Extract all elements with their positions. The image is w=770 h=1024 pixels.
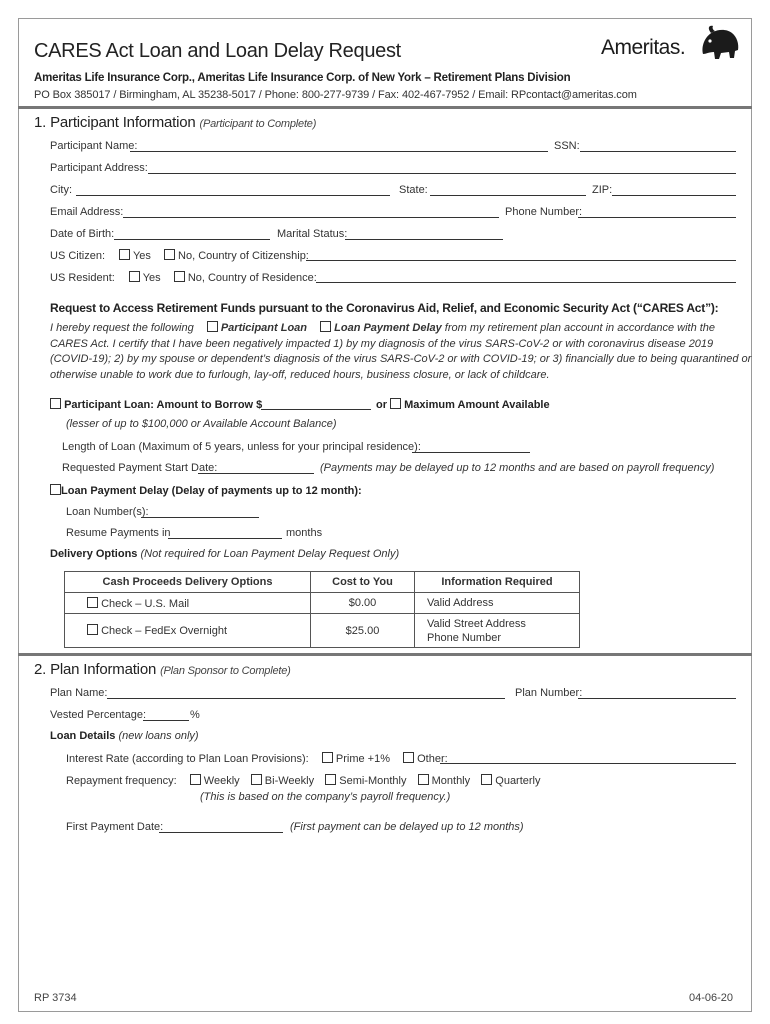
table-header-row (65, 572, 580, 593)
delivery-options-row: Delivery Options (Not required for Loan Payment Delay Request Only) (50, 548, 400, 560)
state-field[interactable] (430, 195, 586, 196)
other-rate-field[interactable] (440, 763, 736, 764)
loan-details-row: Loan Details (new loans only) (50, 730, 199, 742)
request-line-2: CARES Act. I certify that I have been negatively impacted 1) by my diagnosis of the virus SARS-CoV-2 or with coronavirus disease 2019 (50, 338, 714, 350)
plan-number-field[interactable] (578, 698, 736, 699)
loan-amount-row: Participant Loan: Amount to Borrow $ (50, 398, 262, 411)
other-rate-checkbox[interactable] (403, 752, 414, 763)
citizen-yes-checkbox[interactable] (119, 249, 130, 260)
form-title: CARES Act Loan and Loan Delay Request (34, 40, 401, 62)
resume-payments-label: Resume Payments in (66, 527, 171, 539)
section-divider (18, 653, 752, 656)
repayment-row: Repayment frequency: Weekly Bi-Weekly Semi-Monthly Monthly Quarterly (66, 775, 541, 787)
resident-no-checkbox[interactable] (174, 271, 185, 282)
ssn-label: SSN: (554, 140, 580, 152)
residence-country-field[interactable] (316, 282, 736, 283)
us-mail-checkbox[interactable] (87, 597, 98, 608)
logo-text: Ameritas. (601, 36, 686, 59)
percent-sign: % (190, 709, 200, 721)
loan-amount-note: (lesser of up to $100,000 or Available Account Balance) (66, 418, 337, 430)
loan-numbers-label: Loan Number(s): (66, 506, 149, 518)
plan-number-label: Plan Number: (515, 687, 583, 699)
dob-label: Date of Birth: (50, 228, 115, 240)
address-field[interactable] (148, 173, 736, 174)
section2-note: (Plan Sponsor to Complete) (160, 665, 291, 677)
request-line-3: (COVID-19); 2) by my spouse or dependent’s diagnosis of the virus SARS-CoV-2 or with COVID-19; or 3) financially due to being quarantined or (50, 353, 752, 365)
plan-name-label: Plan Name: (50, 687, 108, 699)
city-field[interactable] (76, 195, 390, 196)
vested-label: Vested Percentage: (50, 709, 147, 721)
plan-name-field[interactable] (107, 698, 505, 699)
resident-yes-checkbox[interactable] (129, 271, 140, 282)
ameritas-logo (601, 24, 741, 64)
loan-numbers-field[interactable] (141, 517, 259, 518)
state-label: State: (399, 184, 428, 196)
address-label: Participant Address: (50, 162, 148, 174)
participant-name-label: Participant Name: (50, 140, 138, 152)
loan-payment-delay-checkbox[interactable] (320, 321, 331, 332)
months-label: months (286, 527, 323, 539)
zip-field[interactable] (612, 195, 736, 196)
table-header: Information Required (415, 572, 580, 593)
bison-icon (697, 24, 741, 62)
loan-delay-row: Loan Payment Delay (Delay of payments up to 12 month): (50, 484, 362, 497)
marital-field[interactable] (345, 239, 503, 240)
email-field[interactable] (123, 217, 499, 218)
fedex-checkbox[interactable] (87, 624, 98, 635)
section1-note: (Participant to Complete) (199, 118, 317, 130)
first-payment-note: (First payment can be delayed up to 12 months) (290, 821, 524, 833)
loan-amount-field[interactable] (261, 409, 371, 410)
loan-length-field[interactable] (412, 452, 530, 453)
citizen-no-checkbox[interactable] (164, 249, 175, 260)
email-label: Email Address: (50, 206, 124, 218)
delivery-options-table (64, 571, 580, 648)
cost-cell: $0.00 (311, 593, 415, 614)
delivery-option-cell: Check – FedEx Overnight (65, 614, 311, 648)
phone-label: Phone Number: (505, 206, 583, 218)
us-resident-row: US Resident: Yes No, Country of Residence: (50, 272, 317, 284)
frequency-note: (This is based on the company’s payroll frequency.) (200, 791, 451, 803)
resume-payments-field[interactable] (168, 538, 282, 539)
table-header: Cash Proceeds Delivery Options (65, 572, 311, 593)
section1-heading: 1. Participant Information (Participant to Complete) (34, 114, 317, 131)
cost-cell: $25.00 (311, 614, 415, 648)
citizenship-country-field[interactable] (306, 260, 736, 261)
table-row (65, 593, 580, 614)
marital-label: Marital Status: (277, 228, 348, 240)
request-heading: Request to Access Retirement Funds pursuant to the Coronavirus Aid, Relief, and Economic Security Act (“CARES Act”): (50, 301, 719, 315)
city-label: City: (50, 184, 72, 196)
payment-start-label: Requested Payment Start Date: (62, 462, 218, 474)
table-header: Cost to You (311, 572, 415, 593)
max-amount-row: or Maximum Amount Available (376, 399, 550, 411)
us-citizen-row: US Citizen: Yes No, Country of Citizenship: (50, 250, 309, 262)
company-line: Ameritas Life Insurance Corp., Ameritas Life Insurance Corp. of New York – Retirement Plans Division (34, 72, 571, 84)
monthly-checkbox[interactable] (418, 774, 429, 785)
first-payment-label: First Payment Date: (66, 821, 164, 833)
semimonthly-checkbox[interactable] (325, 774, 336, 785)
phone-field[interactable] (578, 217, 736, 218)
prime-checkbox[interactable] (322, 752, 333, 763)
participant-loan-amount-checkbox[interactable] (50, 398, 61, 409)
loan-delay-checkbox[interactable] (50, 484, 61, 495)
form-date: 04-06-20 (689, 992, 734, 1004)
interest-rate-row: Interest Rate (according to Plan Loan Provisions): Prime +1% Other: (66, 753, 448, 765)
participant-name-field[interactable] (130, 151, 548, 152)
table-row (65, 614, 580, 648)
first-payment-field[interactable] (159, 832, 283, 833)
section-divider (18, 106, 752, 109)
max-amount-checkbox[interactable] (390, 398, 401, 409)
section2-heading: 2. Plan Information (Plan Sponsor to Complete) (34, 661, 291, 678)
contact-line: PO Box 385017 / Birmingham, AL 35238-5017 / Phone: 800-277-9739 / Fax: 402-467-7952 / Email: RPcontact@ameritas.com (34, 89, 637, 101)
delivery-option-cell: Check – U.S. Mail (65, 593, 311, 614)
request-line-4: otherwise unable to work due to furlough, lay-off, reduced hours, business closure, or lack of childcare. (50, 369, 550, 381)
info-cell: Valid Street Address Phone Number (415, 614, 580, 648)
participant-loan-checkbox[interactable] (207, 321, 218, 332)
request-line-1: I hereby request the following Participant Loan Loan Payment Delay from my retirement plan account in accordance with the (50, 322, 716, 334)
quarterly-checkbox[interactable] (481, 774, 492, 785)
form-number: RP 3734 (34, 992, 77, 1004)
loan-length-label: Length of Loan (Maximum of 5 years, unless for your principal residence): (62, 441, 421, 453)
ssn-field[interactable] (580, 151, 736, 152)
weekly-checkbox[interactable] (190, 774, 201, 785)
payment-start-field[interactable] (198, 473, 314, 474)
dob-field[interactable] (114, 239, 270, 240)
info-cell: Valid Address (415, 593, 580, 614)
vested-field[interactable] (143, 720, 189, 721)
payment-start-note: (Payments may be delayed up to 12 months and are based on payroll frequency) (320, 462, 715, 474)
zip-label: ZIP: (592, 184, 613, 196)
biweekly-checkbox[interactable] (251, 774, 262, 785)
